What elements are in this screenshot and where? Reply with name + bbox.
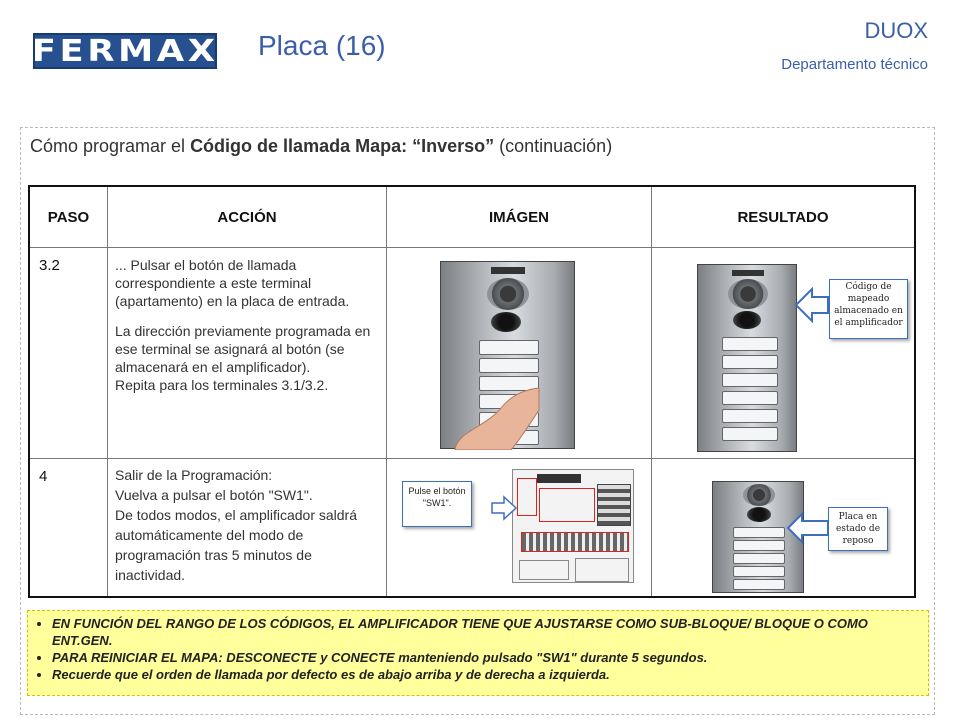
camera-icon [747, 507, 771, 522]
camera-icon [491, 312, 521, 332]
dip-switch-block [539, 488, 595, 522]
call-button-image [479, 358, 539, 373]
door-panel-photo [440, 261, 575, 449]
board-component [575, 558, 629, 582]
step-number: 3.2 [39, 257, 60, 274]
fermax-logo [33, 33, 217, 69]
call-button-image [722, 409, 778, 423]
header-accion: ACCIÓN [217, 208, 277, 226]
subtitle-bold: Código de llamada Mapa: “Inverso” [190, 136, 495, 156]
note-item: • PARA REINICIAR EL MAPA: DESCONECTE y CONECTE manteniendo pulsado "SW1" durante 5 segundos. [52, 649, 920, 666]
call-button-image [733, 579, 785, 590]
speaker-icon [743, 484, 775, 506]
action-line: Salir de la Programación: [115, 467, 273, 483]
result-panel-photo [697, 264, 797, 452]
sw1-highlight [517, 478, 537, 516]
call-button-image [733, 527, 785, 538]
finger-icon [451, 382, 541, 450]
action-paragraph: ... Pulsar el botón de llamada correspondiente a este terminal (apartamento) en la placa de entrada. [115, 257, 350, 309]
call-button-image [722, 427, 778, 441]
subtitle-prefix: Cómo programar el [30, 136, 191, 156]
result-callout: Placa en estado de reposo [828, 507, 888, 551]
row-divider [30, 458, 914, 459]
terminal-connector [597, 484, 631, 526]
call-button-image [722, 373, 778, 387]
call-button-image [733, 540, 785, 551]
terminal-strip [521, 532, 629, 552]
notes-list [28, 611, 928, 683]
image-callout: Pulse el botón "SW1". [402, 481, 472, 527]
camera-icon [733, 311, 761, 329]
action-text [115, 465, 383, 585]
column-divider [107, 187, 108, 596]
action-text [115, 256, 380, 394]
header-resultado: RESULTADO [737, 208, 829, 226]
call-button-image [733, 553, 785, 564]
brand-label: DUOX [864, 18, 928, 43]
call-button-image [722, 355, 778, 369]
call-button-image [722, 337, 778, 351]
arrow-right-icon [490, 495, 518, 521]
speaker-icon [728, 279, 768, 309]
step-number: 4 [39, 468, 48, 485]
panel-logo-strip [491, 267, 525, 274]
notes-box [27, 610, 929, 696]
result-callout: Código de mapeado almacenado en el amplificador [829, 279, 908, 339]
action-paragraph: Repita para los terminales 3.1/3.2. [115, 377, 329, 393]
action-paragraph: La dirección previamente programada en ese terminal se asignará al botón (se almacenará en el amplificador). [115, 323, 371, 375]
subtitle-suffix: (continuación) [494, 136, 613, 156]
row-divider [30, 247, 914, 248]
board-logo-strip [537, 474, 581, 483]
logo-text: FERMAX [31, 33, 219, 69]
call-button-image [733, 566, 785, 577]
department-label: Departamento técnico [781, 56, 928, 73]
header-paso: PASO [47, 208, 90, 226]
page-title: Placa (16) [258, 30, 386, 61]
amplifier-board-photo [512, 469, 634, 583]
column-divider [651, 187, 652, 596]
steps-table [28, 185, 916, 598]
note-item: • Recuerde que el orden de llamada por defecto es de abajo arriba y de derecha a izquierda. [52, 666, 920, 683]
board-component [519, 560, 569, 580]
section-subtitle [30, 136, 612, 157]
arrow-left-icon [786, 511, 830, 545]
speaker-icon [487, 278, 529, 310]
panel-logo-strip [732, 270, 764, 276]
action-line: De todos modos, el amplificador saldrá automáticamente del modo de programación tras 5 minutos de inactividad. [115, 507, 358, 583]
note-item: • EN FUNCIÓN DEL RANGO DE LOS CÓDIGOS, EL AMPLIFICADOR TIENE QUE AJUSTARSE COMO SUB-BLOQUE/ BLOQUE O COMO ENT.GEN. [52, 615, 920, 649]
call-button-image [722, 391, 778, 405]
call-button-image [479, 340, 539, 355]
header-imagen: IMÁGEN [489, 208, 549, 226]
arrow-left-icon [794, 285, 830, 325]
column-divider [386, 187, 387, 596]
action-line: Vuelva a pulsar el botón "SW1". [115, 487, 313, 503]
